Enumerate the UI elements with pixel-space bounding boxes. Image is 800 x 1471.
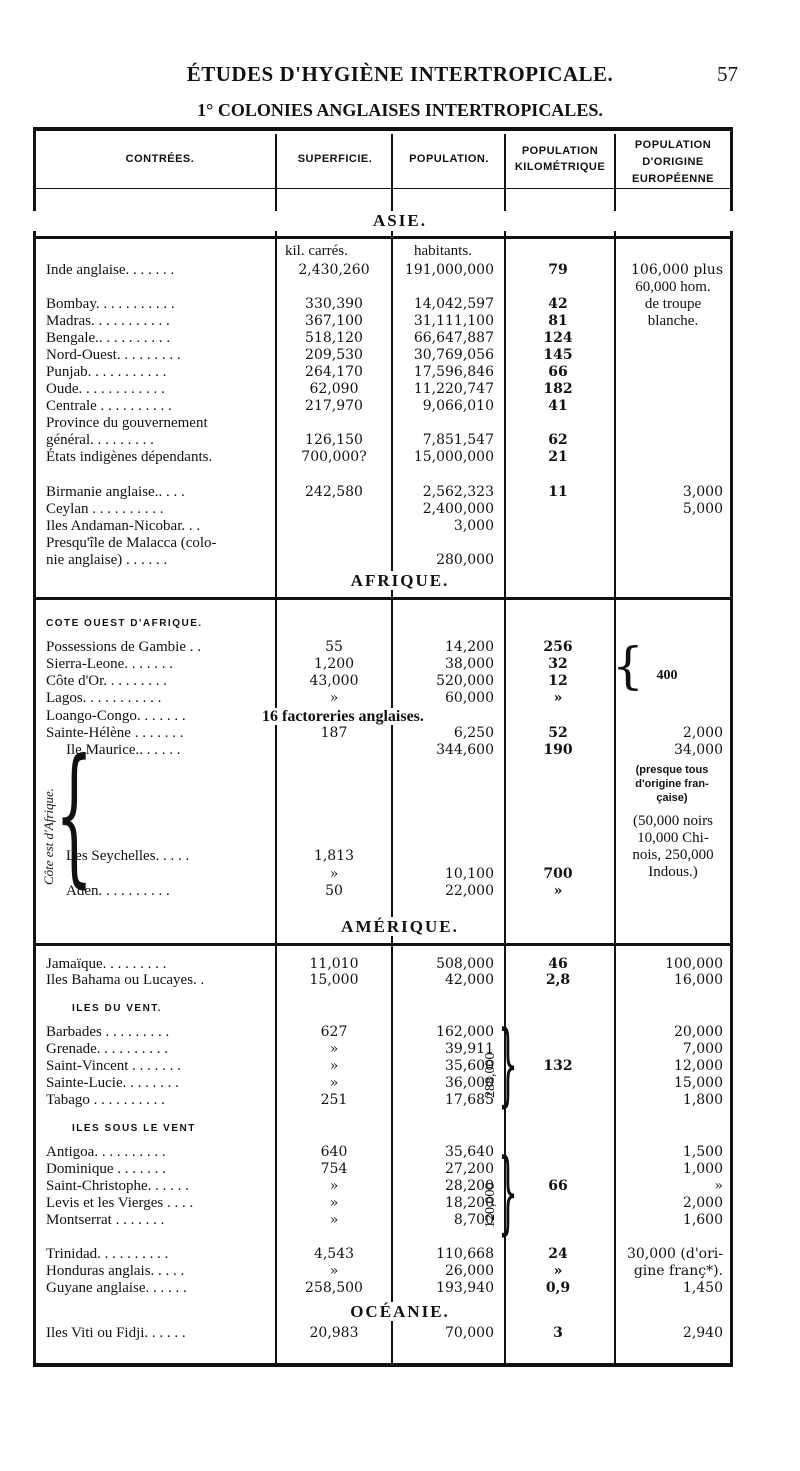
row-name: Presqu'île de Malacca (colo- [46,535,217,551]
subhead-iles-du-vent: ILES DU VENT. [72,1003,163,1014]
page-number: 57 [717,62,738,86]
cell-population: 26,000 [445,1263,494,1279]
row-name: Saint-Christophe. . . . . . [46,1178,189,1194]
cell-pop-eu: 106,000 plus [631,262,723,278]
row-name: Province du gouvernement [46,415,208,431]
table-row [0,1161,800,1178]
row-name: Sainte-Hélène . . . . . . . [46,725,184,741]
table-row [0,381,800,398]
cell-pop-eu: 20,000 [674,1024,723,1040]
cell-superficie: 754 [320,1161,348,1177]
iles-sous-le-vent-total: 120,000 [483,1182,498,1228]
cell-population: 520,000 [436,673,494,689]
table-row [0,1075,800,1092]
cell-pop-km: 46 [548,956,568,972]
cell-population: 70,000 [445,1325,494,1341]
cell-superficie: 1,200 [313,656,355,672]
header-rule [36,188,730,189]
table-row [0,1263,800,1280]
cell-population: 27,200 [445,1161,494,1177]
row-name: Punjab. . . . . . . . . . . [46,364,167,380]
iles-du-vent-total: 288,000 [483,1052,498,1098]
table-row [0,330,800,347]
cell-pop-eu: 34,000 [674,742,723,758]
cell-pop-km: 12 [548,673,568,689]
table-row [0,725,800,742]
running-title: ÉTUDES D'HYGIÈNE INTERTROPICALE. [186,62,614,86]
cell-pop-km: 81 [548,313,568,329]
cell-superficie: 242,580 [305,484,363,500]
cell-population: 17,596,846 [413,364,494,380]
row-name: Iles Viti ou Fidji. . . . . . [46,1325,186,1341]
row-name: Possessions de Gambie . . [46,639,201,655]
table-row [0,1058,800,1075]
cell-pop-eu: gine franç*). [633,1263,723,1279]
cell-superficie: 62,090 [309,381,359,397]
cell-population: 66,647,887 [413,330,494,346]
cell-pop-km: » [553,1263,563,1279]
cell-superficie: » [329,1041,339,1057]
cell-population: 2,562,323 [422,484,494,500]
row-name: Antigoa. . . . . . . . . . [46,1144,166,1160]
cell-pop-km: 52 [548,725,568,741]
cell-superficie: 330,390 [305,296,363,312]
cell-pop-eu: 1,000 [682,1161,723,1177]
cell-population: 14,042,597 [413,296,494,312]
row-name: Aden. . . . . . . . . . [66,883,170,899]
cell-pop-km: 132 [543,1058,573,1074]
section-rule-asie [36,236,730,239]
row-name: Dominique . . . . . . . [46,1161,166,1177]
table-row [0,1246,800,1263]
cell-superficie: 11,010 [309,956,359,972]
row-name: Loango-Congo. . . . . . . [46,708,186,724]
row-name: Ile Maurice.. . . . . . [66,742,181,758]
cell-pop-eu: 1,800 [682,1092,723,1108]
cell-pop-km: 11 [548,484,568,500]
cell-superficie: » [329,1058,339,1074]
row-name: Sainte-Lucie. . . . . . . . [46,1075,179,1091]
cell-pop-eu: 1,500 [682,1144,723,1160]
row-name: Birmanie anglaise.. . . . [46,484,185,500]
cell-pop-km: 32 [548,656,568,672]
cell-superficie: » [329,1263,339,1279]
cell-population: 35,600 [445,1058,494,1074]
cell-population: 11,220,747 [413,381,494,397]
asie-note: 60,000 hom. de troupe blanche. [635,279,711,329]
cell-pop-km: 190 [543,742,573,758]
row-name: Grenade. . . . . . . . . . [46,1041,169,1057]
table-row [0,518,800,535]
cell-superficie: 2,430,260 [298,262,370,278]
cell-pop-km: 256 [543,639,573,655]
cell-pop-km: 21 [548,449,568,465]
table-row [0,364,800,381]
col-header-superficie: SUPERFICIE. [297,153,373,165]
table-row [0,1325,800,1342]
table-row [0,1144,800,1161]
table-row [0,1041,800,1058]
table-row [0,1280,800,1297]
row-name: Iles Bahama ou Lucayes. . [46,972,205,988]
cell-population: 35,640 [445,1144,494,1160]
cell-pop-eu: 2,000 [682,1195,723,1211]
group-eu-value: 400 [656,668,678,683]
cell-pop-eu: 30,000 (d'ori- [626,1246,723,1262]
table-row [0,398,800,415]
table-row [0,415,800,432]
cell-superficie: 126,150 [305,432,363,448]
col-header-popeu-1: POPULATION [634,139,712,151]
table-row [0,484,800,501]
cell-pop-eu: 12,000 [674,1058,723,1074]
section-rule-amerique [36,943,730,946]
row-name: Iles Andaman-Nicobar. . . [46,518,201,534]
cell-pop-eu: 100,000 [665,956,723,972]
cell-population: 36,000 [445,1075,494,1091]
cell-population: 2,400,000 [422,501,494,517]
table-title: 1° COLONIES ANGLAISES INTERTROPICALES. [197,100,603,120]
table-row [0,501,800,518]
row-name: Saint-Vincent . . . . . . . [46,1058,181,1074]
row-name: Trinidad. . . . . . . . . . [46,1246,169,1262]
cell-superficie: 367,100 [305,313,363,329]
cell-superficie: » [329,1212,339,1228]
cell-superficie: » [329,1178,339,1194]
cell-superficie: 518,120 [305,330,363,346]
cell-pop-km: 3 [553,1325,563,1341]
table-row [0,956,800,973]
col-header-population: POPULATION. [409,153,489,165]
iles-sous-le-vent-brace: } [498,1140,519,1245]
running-head [0,62,800,92]
row-name: Bombay. . . . . . . . . . . [46,296,175,312]
row-name: Nord-Ouest. . . . . . . . . [46,347,181,363]
table-row [0,1195,800,1212]
cell-population: 17,685 [445,1092,494,1108]
cell-superficie: 627 [320,1024,348,1040]
cell-population: 31,111,100 [413,313,494,329]
row-name: Ceylan . . . . . . . . . . [46,501,164,517]
maurice-note-a: (presque tous d'origine fran- çaise) [635,764,709,804]
cell-superficie: 258,500 [305,1280,363,1296]
cell-pop-km: 42 [548,296,568,312]
unit-population: habitants. [414,243,472,259]
cell-pop-km: 182 [543,381,573,397]
cell-pop-eu: 16,000 [674,972,723,988]
maurice-note-b: (50,000 noirs 10,000 Chi- nois, 250,000 Indous.) [632,813,714,880]
unit-superficie: kil. carrés. [285,243,348,259]
cell-pop-km: 41 [548,398,568,414]
col-header-contrees: CONTRÉES. [125,153,195,165]
cell-pop-eu: 5,000 [682,501,723,517]
cell-superficie: 209,530 [305,347,363,363]
table-row [0,1024,800,1041]
row-name: Barbades . . . . . . . . . [46,1024,170,1040]
cell-pop-km: 66 [548,364,568,380]
cell-pop-km: 2,8 [545,972,571,988]
cell-population: 30,769,056 [413,347,494,363]
cell-superficie: » [329,1075,339,1091]
row-name: Tabago . . . . . . . . . . [46,1092,165,1108]
cell-pop-km: 24 [548,1246,568,1262]
cell-population: 9,066,010 [422,398,494,414]
col-header-popeu-2: D'ORIGINE [642,156,704,168]
cell-superficie: 55 [325,639,343,655]
table-row [0,742,800,759]
cote-est-label: Côte est d'Afrique. [41,787,56,885]
table-row [0,690,800,707]
section-rule-afrique [36,597,730,600]
cell-pop-eu: » [714,1178,723,1194]
row-name: États indigènes dépendants. [46,449,213,465]
cell-population: 18,200 [445,1195,494,1211]
cell-population: 15,000,000 [413,449,494,465]
cell-pop-eu: 2,940 [682,1325,723,1341]
cell-superficie: 217,970 [305,398,363,414]
cell-population: 7,851,547 [422,432,494,448]
cell-population: 38,000 [445,656,494,672]
cell-population: 8,700 [453,1212,494,1228]
col-header-popkm-2: KILOMÉTRIQUE [514,161,606,173]
cell-population: 508,000 [436,956,494,972]
cell-pop-eu: 15,000 [674,1075,723,1091]
row-name: Oude. . . . . . . . . . . . [46,381,165,397]
table-row [0,848,800,865]
cell-pop-km: 124 [543,330,573,346]
cell-population: 191,000,000 [404,262,494,278]
subhead-cote-ouest: COTE OUEST D'AFRIQUE. [46,618,203,629]
cell-population: 193,940 [436,1280,494,1296]
cell-superficie: 15,000 [309,972,359,988]
table-row [0,866,800,883]
table-row [0,552,800,569]
cell-superficie: 187 [320,725,348,741]
row-name: Inde anglaise. . . . . . . [46,262,175,278]
cell-pop-km: 79 [548,262,568,278]
table-row [0,432,800,449]
iles-du-vent-brace: } [498,1012,519,1117]
table-row [0,262,800,279]
cell-pop-eu: 1,450 [682,1280,723,1296]
cell-pop-km: » [553,883,563,899]
subhead-iles-sous-le-vent: ILES SOUS LE VENT [72,1123,196,1134]
cell-population: 42,000 [445,972,494,988]
cell-superficie: 700,000? [301,449,367,465]
cell-superficie: 20,983 [309,1325,359,1341]
cell-superficie: » [329,690,339,706]
row-name: Montserrat . . . . . . . [46,1212,165,1228]
cell-superficie: 43,000 [309,673,359,689]
cell-population: 28,200 [445,1178,494,1194]
row-name: Madras. . . . . . . . . . . [46,313,170,329]
cell-population: 344,600 [436,742,494,758]
table-row [0,972,800,989]
section-amerique: AMÉRIQUE. [0,917,800,937]
cell-pop-km: 0,9 [545,1280,571,1296]
table-row [0,1092,800,1109]
cell-pop-eu: 3,000 [682,484,723,500]
factories-text: 16 factoreries anglaises. [262,708,424,725]
cell-population: 3,000 [453,518,494,534]
cell-population: 162,000 [436,1024,494,1040]
cell-superficie: 264,170 [305,364,363,380]
cell-population: 280,000 [436,552,494,568]
table-row [0,639,800,656]
cell-population: 110,668 [436,1246,494,1262]
cell-pop-km: 145 [543,347,573,363]
factories-row [0,708,800,725]
cell-population: 10,100 [445,866,494,882]
cell-pop-eu: 7,000 [682,1041,723,1057]
table-row [0,347,800,364]
cell-superficie: 50 [325,883,343,899]
cell-population: 6,250 [453,725,494,741]
row-name: Sierra-Leone. . . . . . . [46,656,174,672]
row-name: Jamaïque. . . . . . . . . [46,956,167,972]
table-row [0,1212,800,1229]
cell-population: 14,200 [445,639,494,655]
cell-superficie: 1,813 [313,848,355,864]
cell-superficie: » [329,1195,339,1211]
row-name: Les Seychelles. . . . . [66,848,190,864]
cell-population: 60,000 [445,690,494,706]
table-row [0,449,800,466]
table-row [0,883,800,900]
cell-superficie: » [329,866,339,882]
cell-superficie: 251 [320,1092,348,1108]
group-brace: { [612,637,644,695]
row-name: Côte d'Or. . . . . . . . . [46,673,168,689]
table-row [0,1178,800,1195]
cell-pop-km: 700 [543,866,573,882]
cell-pop-eu: 1,600 [682,1212,723,1228]
section-asie: ASIE. [0,211,800,231]
section-oceanie: OCÉANIE. [0,1302,800,1322]
cell-population: 39,911 [445,1041,494,1057]
row-name: Lagos. . . . . . . . . . . [46,690,162,706]
cell-superficie: 4,543 [313,1246,355,1262]
col-header-popeu-3: EUROPÉENNE [631,173,715,185]
cell-superficie: 640 [320,1144,348,1160]
cote-est-brace: { [55,728,94,902]
cell-pop-km: » [553,690,563,706]
row-name: Guyane anglaise. . . . . . [46,1280,187,1296]
row-name: Centrale . . . . . . . . . . [46,398,172,414]
table-row [0,535,800,552]
section-afrique: AFRIQUE. [0,571,800,591]
cell-pop-eu: 2,000 [682,725,723,741]
row-name: Bengale.. . . . . . . . . . [46,330,171,346]
cell-pop-km: 66 [548,1178,568,1194]
row-name: Levis et les Vierges . . . . [46,1195,194,1211]
row-name: général. . . . . . . . . [46,432,154,448]
row-name: Honduras anglais. . . . . [46,1263,185,1279]
cell-pop-km: 62 [548,432,568,448]
cell-population: 22,000 [445,883,494,899]
col-header-popkm-1: POPULATION [521,145,599,157]
row-name: nie anglaise) . . . . . . [46,552,168,568]
